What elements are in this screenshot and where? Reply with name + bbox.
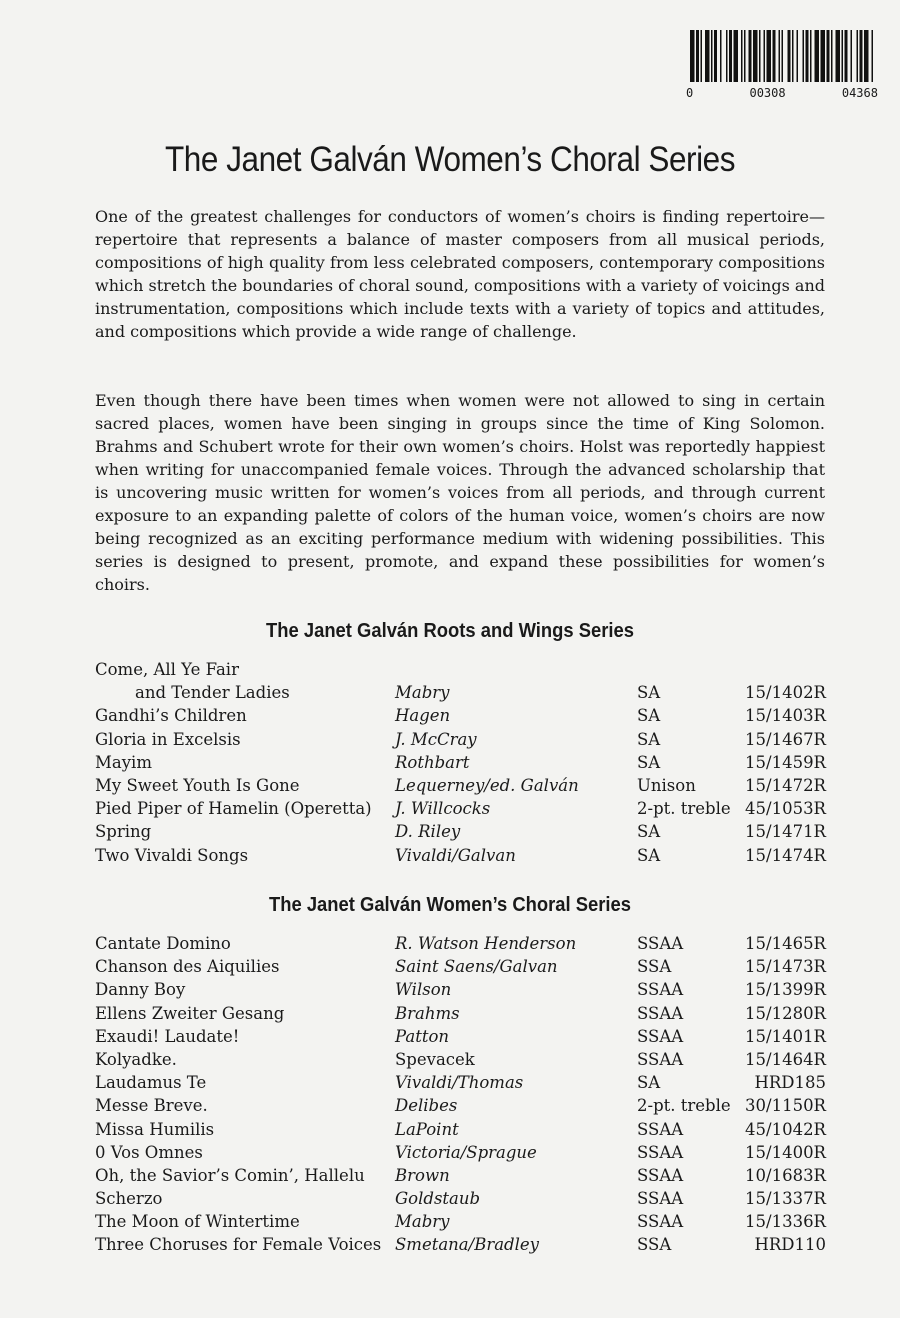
barcode-bar (764, 30, 766, 82)
item-number: 10/1683R (745, 1165, 826, 1185)
item-voicing: SSAA (637, 1049, 684, 1069)
list-item (95, 1002, 830, 1025)
list-item-preline (95, 658, 830, 681)
item-number: 15/1403R (745, 706, 826, 726)
barcode-bar (836, 30, 841, 82)
barcode-bar (726, 30, 728, 82)
barcode-bar (857, 30, 859, 82)
barcode-bar (773, 30, 776, 82)
barcode-bar (797, 30, 799, 82)
item-title: Missa Humilis (95, 1119, 215, 1139)
item-number: 15/1464R (745, 1049, 826, 1069)
item-number: 15/1472R (745, 775, 826, 795)
item-voicing: SSAA (637, 1119, 684, 1139)
item-title: Pied Piper of Hamelin (Operetta) (95, 799, 372, 819)
item-number: 15/1337R (745, 1189, 826, 1209)
list-item (95, 1025, 830, 1048)
list-item (95, 1187, 830, 1210)
barcode-bars (686, 28, 878, 86)
item-voicing: SSAA (637, 934, 684, 953)
barcode-bar (779, 30, 781, 82)
list-item (95, 1164, 830, 1187)
list-item (95, 844, 830, 867)
barcode-bar (741, 30, 743, 82)
intro-paragraph-1: One of the greatest challenges for conductors of women’s choirs is finding repertoire—repertoire that represents a balance of master composers from all musical periods, compositions of high quality from less celebrated composers, contemporary compositions which stretch the boundaries of choral sound, compositions with a variety of voicings and instrumentation, compositions which include texts with a variety of topics and attitudes, and compositions which provide a wide range of challenge. (95, 207, 825, 341)
item-title: Spring (95, 822, 152, 842)
item-title: Cantate Domino (95, 934, 231, 953)
item-title: Oh, the Savior’s Comin’, Hallelu (95, 1165, 365, 1185)
list-item (95, 1094, 830, 1117)
barcode-bar (842, 30, 844, 82)
intro-paragraph-2: Even though there have been times when women were not allowed to sing in certain sacred places, women have been singing in groups since the time of King Solomon. Brahms and Schubert wrote for their own women’s choirs. Holst was reportedly happiest when writing for unaccompanied female voices. Through the advanced scholarship that is uncovering music written for women’s voices from all periods, and through current exposure to an expanding palette of colors of the human voice, women’s choirs are now being recognized as an exciting performance medium with widening possibilities. This series is designed to present, promote, and expand these possibilities for women’s choirs. (95, 391, 825, 594)
barcode (686, 28, 878, 104)
item-composer: Mabry (395, 1212, 450, 1232)
barcode-bar (701, 30, 703, 82)
list-item (95, 797, 830, 820)
item-title: Scherzo (95, 1189, 163, 1209)
barcode-bar (720, 30, 722, 82)
item-voicing: SA (637, 706, 661, 726)
barcode-bar (845, 30, 848, 82)
roots-wings-heading: The Janet Galván Roots and Wings Series (266, 620, 634, 642)
item-title: and Tender Ladies (135, 683, 290, 703)
item-title: Laudamus Te (95, 1073, 207, 1093)
item-composer: LaPoint (395, 1119, 459, 1139)
barcode-bar (749, 30, 752, 82)
item-number: 15/1459R (745, 752, 826, 772)
barcode-bar (851, 30, 853, 82)
item-voicing: SSAA (637, 1212, 684, 1232)
item-voicing: 2-pt. treble (637, 1096, 731, 1116)
item-number: 15/1471R (745, 822, 826, 842)
item-composer: Patton (395, 1026, 450, 1046)
item-composer: J. McCray (395, 729, 477, 749)
womens-choral-heading: The Janet Galván Women’s Choral Series (269, 894, 631, 916)
item-voicing: SA (637, 1073, 661, 1093)
list-item (95, 820, 830, 843)
item-number: 15/1280R (745, 1003, 826, 1023)
barcode-bar (815, 30, 820, 82)
item-title: Come, All Ye Fair (95, 660, 239, 679)
barcode-bar (711, 30, 713, 82)
barcode-bar (759, 30, 761, 82)
item-voicing: SSA (637, 1235, 672, 1255)
barcode-bar (705, 30, 710, 82)
list-item (95, 774, 830, 797)
item-voicing: SSA (637, 957, 672, 977)
barcode-bar (806, 30, 809, 82)
barcode-bar (690, 30, 695, 82)
item-number: HRD110 (754, 1235, 826, 1255)
barcode-bar (864, 30, 869, 82)
item-number: 15/1474R (745, 845, 826, 865)
barcode-bar (767, 30, 772, 82)
item-composer: Goldstaub (395, 1189, 481, 1209)
barcode-bar (734, 30, 739, 82)
item-composer: Wilson (395, 980, 452, 1000)
item-title: Mayim (95, 752, 152, 772)
item-composer: Victoria/Sprague (395, 1142, 537, 1162)
item-number: 15/1402R (745, 683, 826, 703)
item-voicing: SSAA (637, 1003, 684, 1023)
item-number: 45/1042R (745, 1119, 826, 1139)
item-voicing: SA (637, 752, 661, 772)
barcode-bar (792, 30, 794, 82)
barcode-bar (714, 30, 717, 82)
item-voicing: SSAA (637, 1165, 684, 1185)
item-title: Chanson des Aiquilies (95, 957, 280, 977)
item-title: Kolyadke. (95, 1049, 177, 1069)
item-composer: Hagen (395, 706, 451, 726)
list-item (95, 932, 830, 955)
list-item (95, 1233, 830, 1256)
item-number: HRD185 (754, 1073, 826, 1093)
item-composer: R. Watson Henderson (395, 934, 577, 953)
barcode-bar (827, 30, 830, 82)
barcode-bar (782, 30, 784, 82)
item-composer: Rothbart (395, 752, 470, 772)
barcode-number (686, 86, 878, 100)
item-title: Two Vivaldi Songs (95, 845, 249, 865)
barcode-bar (788, 30, 791, 82)
item-composer: Spevacek (395, 1049, 475, 1069)
barcode-digit-group-1: 00308 (749, 86, 786, 100)
barcode-bar (696, 30, 699, 82)
barcode-bar (821, 30, 826, 82)
item-voicing: SA (637, 822, 661, 842)
item-title: Danny Boy (95, 980, 186, 1000)
list-item (95, 955, 830, 978)
item-voicing: SA (637, 845, 661, 865)
item-composer: Vivaldi/Thomas (395, 1073, 524, 1093)
item-title: Exaudi! Laudate! (95, 1026, 240, 1046)
barcode-bar (744, 30, 746, 82)
list-item (95, 1210, 830, 1233)
barcode-bar (810, 30, 812, 82)
item-title: Gloria in Excelsis (95, 729, 241, 749)
item-voicing: SA (637, 729, 661, 749)
item-composer: Brown (395, 1165, 450, 1185)
list-item (95, 751, 830, 774)
item-title: Messe Breve. (95, 1096, 208, 1116)
item-composer: Delibes (395, 1096, 458, 1116)
item-voicing: 2-pt. treble (637, 799, 731, 819)
barcode-bar (729, 30, 732, 82)
item-number: 15/1401R (745, 1026, 826, 1046)
item-title: The Moon of Wintertime (95, 1212, 300, 1232)
item-title: Three Choruses for Female Voices (95, 1235, 382, 1255)
item-voicing: SA (637, 683, 661, 703)
barcode-bar (860, 30, 863, 82)
item-number: 15/1399R (745, 980, 826, 1000)
barcode-bar (803, 30, 805, 82)
roots-wings-list (95, 658, 830, 867)
item-voicing: SSAA (637, 1026, 684, 1046)
barcode-digit-lead: 0 (686, 86, 694, 100)
item-composer: Brahms (395, 1003, 460, 1023)
list-item (95, 681, 830, 704)
list-item (95, 728, 830, 751)
item-title: 0 Vos Omnes (95, 1142, 203, 1162)
item-number: 30/1150R (745, 1096, 826, 1116)
item-voicing: SSAA (637, 980, 684, 1000)
item-composer: Saint Saens/Galvan (395, 957, 558, 977)
list-item (95, 704, 830, 727)
barcode-bar (872, 30, 874, 82)
item-title: Gandhi’s Children (95, 706, 247, 726)
list-item (95, 1048, 830, 1071)
item-title: My Sweet Youth Is Gone (95, 775, 300, 795)
womens-choral-list (95, 932, 830, 1257)
item-title: Ellens Zweiter Gesang (95, 1003, 285, 1023)
barcode-bar (831, 30, 833, 82)
item-composer: Mabry (395, 683, 450, 703)
barcode-bar (753, 30, 758, 82)
item-voicing: SSAA (637, 1142, 684, 1162)
item-composer: Smetana/Bradley (395, 1235, 539, 1255)
list-item (95, 1118, 830, 1141)
barcode-digit-group-2: 04368 (841, 86, 878, 100)
list-item (95, 978, 830, 1001)
item-voicing: Unison (637, 775, 696, 795)
item-composer: Vivaldi/Galvan (395, 845, 516, 865)
item-voicing: SSAA (637, 1189, 684, 1209)
list-item (95, 1141, 830, 1164)
item-composer: J. Willcocks (395, 799, 491, 819)
item-number: 15/1400R (745, 1142, 826, 1162)
item-number: 15/1467R (745, 729, 826, 749)
item-number: 45/1053R (745, 799, 826, 819)
item-composer: D. Riley (395, 822, 461, 842)
item-number: 15/1473R (745, 957, 826, 977)
page-title: The Janet Galván Women’s Choral Series (164, 140, 736, 179)
item-composer: Lequerney/ed. Galván (395, 775, 579, 795)
item-number: 15/1465R (745, 934, 826, 953)
list-item (95, 1071, 830, 1094)
item-number: 15/1336R (745, 1212, 826, 1232)
